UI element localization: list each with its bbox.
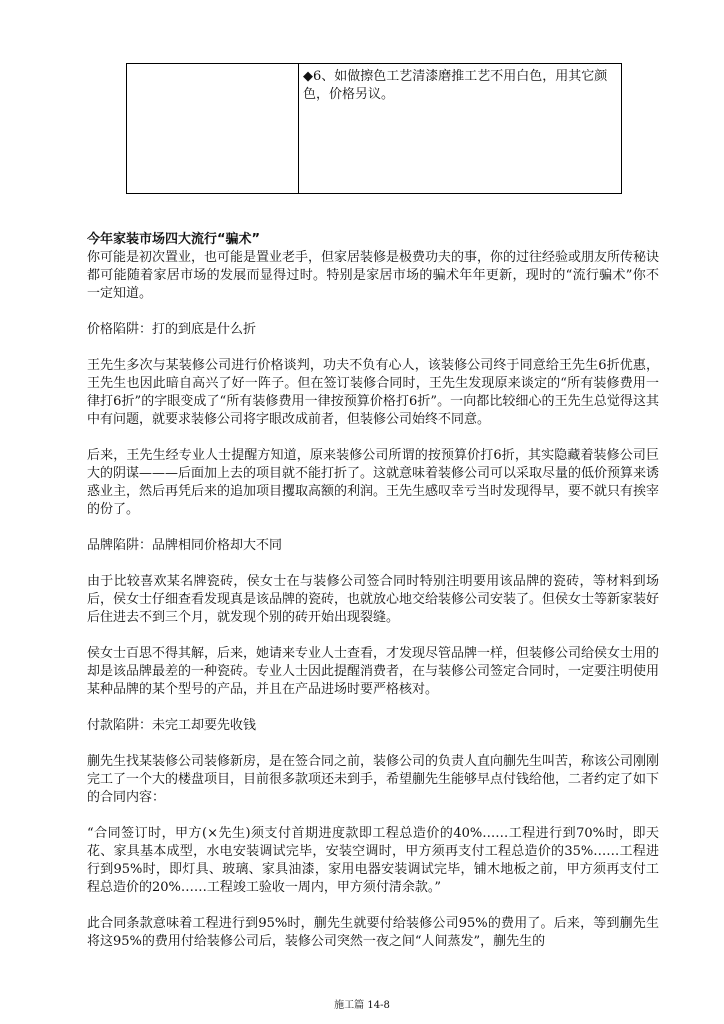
- article-intro: 你可能是初次置业，也可能是置业老手，但家居装修是极费功夫的事，你的过往经验或朋友所传秘诀都可能随着家居市场的发展而显得过时。特别是家居市场的骗术年年更新，现时的“流行骗术”你不一定知道。: [87, 250, 660, 301]
- article-title: 今年家装市场四大流行“骗术”: [87, 232, 261, 247]
- contract-quote: “合同签订时，甲方(×先生)须支付首期进度款即工程总造价的40%……工程进行到70%时，即天花、家具基本成型，水电安装调试完毕，安装空调时，甲方须再支付工程总造价的35%……工程进行到95%时，即灯具、玻璃、家具油漆，家用电器安装调试完毕，铺木地板之前，甲方须再支付工程总造价的20%……工程竣工验收一周内，甲方须付清余款。”: [87, 826, 659, 895]
- paragraph: 由于比较喜欢某名牌瓷砖，侯女士在与装修公司签合同时特别注明要用该品牌的瓷砖，等材料到场后，侯女士仔细查看发现真是该品牌的瓷砖，也就放心地交给装修公司安装了。但侯女士等新家装好后住进去不到三个月，就发现个别的砖开始出现裂缝。: [87, 574, 660, 625]
- paragraph: 后来，王先生经专业人士提醒方知道，原来装修公司所谓的按预算价打6折，其实隐藏着装修公司巨大的阴谋———后面加上去的项目就不能打折了。这就意味着装修公司可以采取尽量的低价预算来诱惑业主，然后再凭后来的追加项目攫取高额的利润。王先生感叹幸亏当时发现得早，要不就只有挨宰的份了。: [87, 448, 660, 517]
- price-table-fragment: [126, 63, 622, 194]
- paragraph: 侯女士百思不得其解，后来，她请来专业人士查看，才发现尽管品牌一样，但装修公司给侯女士用的却是该品牌最差的一种瓷砖。专业人士因此提醒消费者，在与装修公司签定合同时，一定要注明使用某种品牌的某个型号的产品，并且在产品进场时要严格核对。: [87, 646, 660, 697]
- table-note-cell: ◆6、如做擦色工艺清漆磨推工艺不用白色，用其它颜色，价格另议。: [303, 69, 608, 102]
- paragraph: 此合同条款意味着工程进行到95%时，蒯先生就要付给装修公司95%的费用了。后来，等到蒯先生将这95%的费用付给装修公司后，装修公司突然一夜之间“人间蒸发”，蒯先生的: [87, 916, 659, 949]
- section-heading-payment: 付款陷阱：未完工却要先收钱: [87, 718, 257, 733]
- table-column-divider: [298, 64, 299, 193]
- article-body: [87, 231, 659, 951]
- section-heading-brand: 品牌陷阱：品牌相同价格却大不同: [87, 538, 283, 553]
- page-footer: 施工篇 14-8: [334, 1000, 390, 1011]
- section-heading-price: 价格陷阱：打的到底是什么折: [87, 322, 257, 337]
- paragraph: 王先生多次与某装修公司进行价格谈判，功夫不负有心人，该装修公司终于同意给王先生6折优惠，王先生也因此暗自高兴了好一阵子。但在签订装修合同时，王先生发现原来谈定的“所有装修费用一律打6折”的字眼变成了“所有装修费用一律按预算价格打6折”。一向都比较细心的王先生总觉得这其中有问题，就要求装修公司将字眼改成前者，但装修公司始终不同意。: [87, 358, 659, 427]
- paragraph: 蒯先生找某装修公司装修新房，是在签合同之前，装修公司的负责人直向蒯先生叫苦，称该公司刚刚完工了一个大的楼盘项目，目前很多款项还未到手，希望蒯先生能够早点付钱给他，二者约定了如下的合同内容：: [87, 754, 660, 805]
